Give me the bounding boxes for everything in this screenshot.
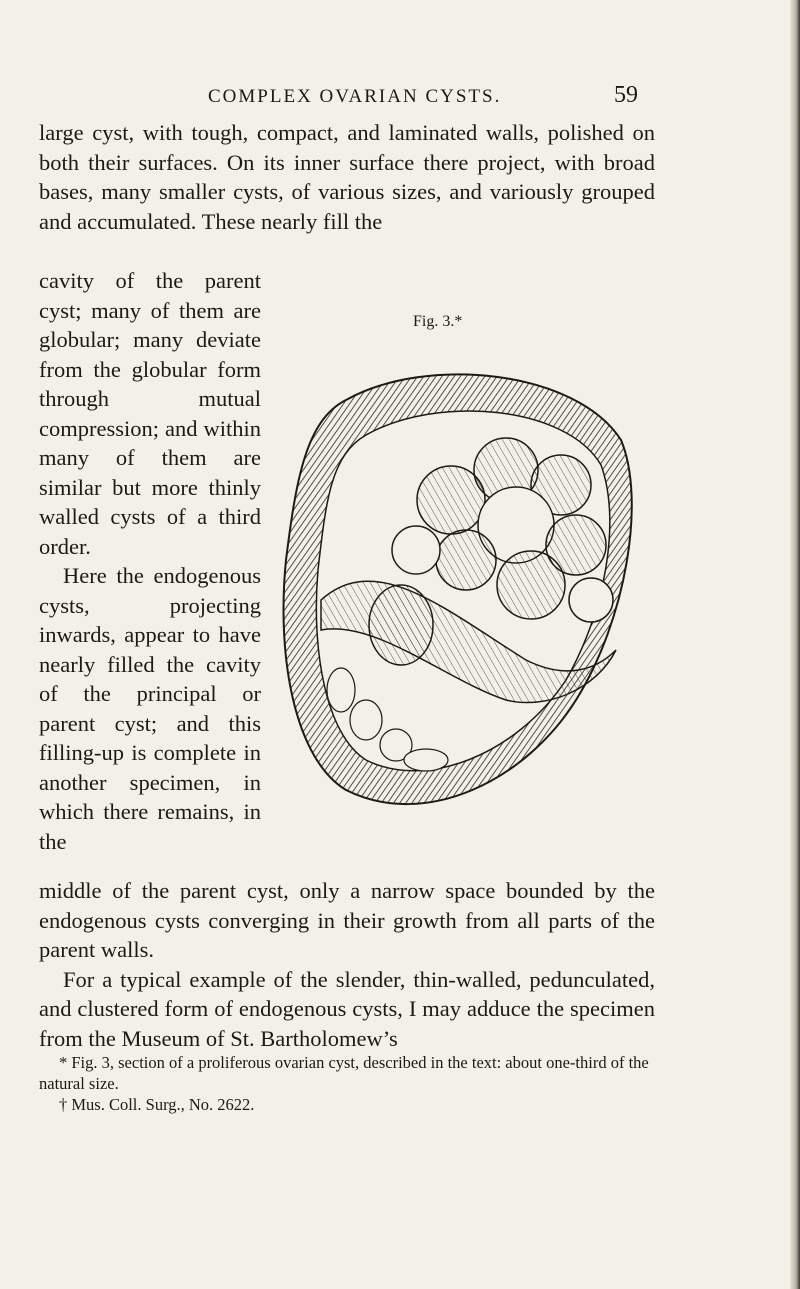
paragraph-3: For a typical example of the slender, thin-walled, pedunculated, and clustered form of endogenous cysts, I may adduce the specimen from the Museum of St. Bartholomew’s [39, 966, 655, 1051]
footnote-2: † Mus. Coll. Surg., No. 2622. [59, 1095, 255, 1114]
paragraph-2-continued: middle of the parent cyst, only a narrow space bounded by the endogenous cysts converging in their growth from all parts of the parent walls. [39, 878, 655, 962]
paragraph-1: large cyst, with tough, compact, and laminated walls, polished on both their surfaces. On its inner surface there project, with broad bases, many smaller cysts, of various sizes, and variously grouped and accumulated. These nearly fill the [39, 120, 655, 234]
paragraph-1-continued: cavity of the parent cyst; many of them are globular; many deviate from the globular form through mutual compression; and within many of them are similar but more thinly walled cysts of a third order. [39, 268, 261, 559]
cyst-section-drawing [276, 360, 636, 830]
figure-caption: Fig. 3.* [413, 313, 463, 330]
running-title: COMPLEX OVARIAN CYSTS. [208, 86, 502, 107]
small-cyst [369, 585, 433, 665]
body-text-bottom [39, 876, 655, 1053]
page-number: 59 [614, 82, 638, 108]
page-edge-shadow [790, 0, 800, 1289]
page-header [0, 82, 800, 112]
body-text-top [39, 118, 655, 236]
ovarian-cyst-illustration [276, 360, 636, 830]
body-text-wrapped [39, 266, 261, 856]
paragraph-2: Here the endogenous cysts, projecting inwards, appear to have nearly filled the cavity of the principal or parent cyst; and this filling-up is complete in another specimen, in which there remains, in the [39, 563, 261, 854]
footnote-1: * Fig. 3, section of a proliferous ovarian cyst, described in the text: about one-third of the natural size. [39, 1053, 649, 1093]
footnotes [39, 1052, 659, 1115]
